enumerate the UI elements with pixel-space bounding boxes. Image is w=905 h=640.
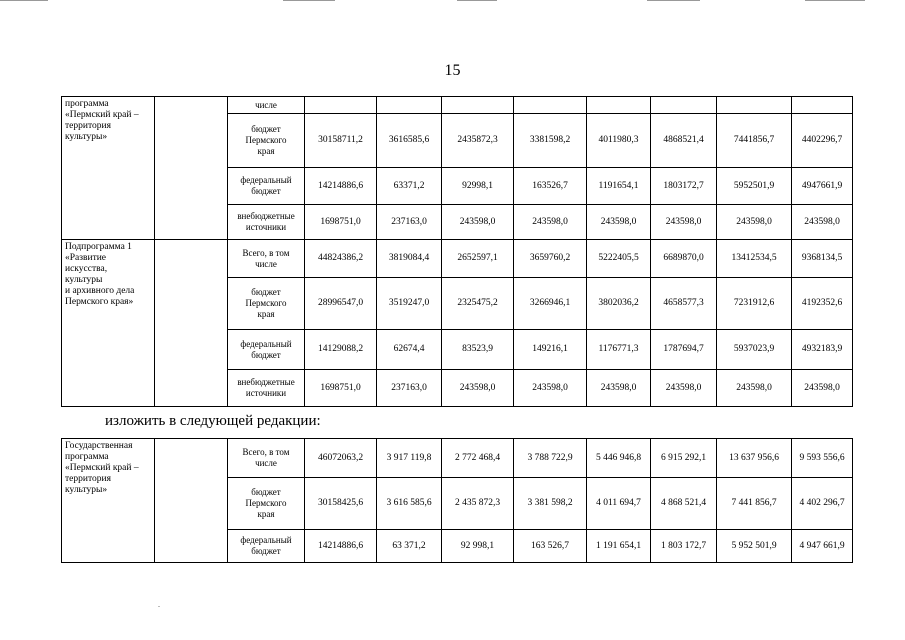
value-cell: 3266946,1: [514, 278, 587, 330]
value-cell: 237163,0: [377, 370, 442, 407]
value-cell: 4947661,9: [792, 168, 853, 205]
value-cell: 243598,0: [717, 370, 792, 407]
value-cell: 63 371,2: [377, 530, 442, 563]
budget-table-old: [61, 96, 853, 407]
scan-speck: [158, 606, 160, 607]
value-cell: [587, 97, 651, 114]
value-cell: [514, 97, 587, 114]
value-cell: [305, 97, 377, 114]
value-cell: 243598,0: [792, 205, 853, 240]
value-cell: 1787694,7: [651, 330, 717, 370]
value-cell: 14214886,6: [305, 168, 377, 205]
amendment-statement: изложить в следующей редакции:: [105, 413, 321, 429]
funding-source-cell: бюджет Пермского края: [228, 478, 305, 530]
value-cell: 46072063,2: [305, 439, 377, 478]
value-cell: 4192352,6: [792, 278, 853, 330]
budget-table-new: [61, 438, 853, 563]
value-cell: 243598,0: [442, 370, 514, 407]
blank-cell: [155, 439, 228, 563]
funding-source-cell: числе: [228, 97, 305, 114]
value-cell: 243598,0: [442, 205, 514, 240]
funding-source-cell: федеральный бюджет: [228, 530, 305, 563]
table-row: [62, 97, 853, 114]
top-rule: [805, 0, 865, 1]
value-cell: 3659760,2: [514, 240, 587, 278]
value-cell: 3381598,2: [514, 114, 587, 168]
page-number: 15: [444, 62, 461, 79]
value-cell: 4 402 296,7: [792, 478, 853, 530]
value-cell: [717, 97, 792, 114]
value-cell: 163526,7: [514, 168, 587, 205]
value-cell: 14129088,2: [305, 330, 377, 370]
value-cell: 5937023,9: [717, 330, 792, 370]
value-cell: 149216,1: [514, 330, 587, 370]
value-cell: 243598,0: [717, 205, 792, 240]
value-cell: 3802036,2: [587, 278, 651, 330]
value-cell: 4 947 661,9: [792, 530, 853, 563]
value-cell: 243598,0: [587, 205, 651, 240]
top-rule: [647, 0, 700, 1]
value-cell: 1 191 654,1: [587, 530, 651, 563]
value-cell: 2 435 872,3: [442, 478, 514, 530]
value-cell: 4402296,7: [792, 114, 853, 168]
top-rule: [283, 0, 335, 1]
funding-source-cell: бюджет Пермского края: [228, 278, 305, 330]
value-cell: 83523,9: [442, 330, 514, 370]
value-cell: 4868521,4: [651, 114, 717, 168]
value-cell: 6689870,0: [651, 240, 717, 278]
value-cell: 1191654,1: [587, 168, 651, 205]
funding-source-cell: бюджет Пермского края: [228, 114, 305, 168]
blank-cell: [155, 240, 228, 407]
value-cell: 63371,2: [377, 168, 442, 205]
value-cell: 243598,0: [514, 205, 587, 240]
funding-source-cell: внебюджетные источники: [228, 205, 305, 240]
value-cell: 243598,0: [792, 370, 853, 407]
value-cell: 5222405,5: [587, 240, 651, 278]
value-cell: 243598,0: [651, 370, 717, 407]
value-cell: 1698751,0: [305, 370, 377, 407]
value-cell: 4658577,3: [651, 278, 717, 330]
program-name-cell: Государственная программа «Пермский край – территория культуры»: [62, 439, 155, 563]
value-cell: 2 772 468,4: [442, 439, 514, 478]
top-rule: [0, 0, 48, 1]
top-rule: [457, 0, 497, 1]
value-cell: 9 593 556,6: [792, 439, 853, 478]
value-cell: 4932183,9: [792, 330, 853, 370]
value-cell: 13 637 956,6: [717, 439, 792, 478]
funding-source-cell: федеральный бюджет: [228, 168, 305, 205]
funding-source-cell: Всего, в том числе: [228, 240, 305, 278]
value-cell: 237163,0: [377, 205, 442, 240]
funding-source-cell: Всего, в том числе: [228, 439, 305, 478]
value-cell: 3 381 598,2: [514, 478, 587, 530]
value-cell: 1176771,3: [587, 330, 651, 370]
value-cell: [651, 97, 717, 114]
funding-source-cell: федеральный бюджет: [228, 330, 305, 370]
value-cell: 7441856,7: [717, 114, 792, 168]
value-cell: 5 446 946,8: [587, 439, 651, 478]
value-cell: 1 803 172,7: [651, 530, 717, 563]
value-cell: 243598,0: [514, 370, 587, 407]
value-cell: 30158711,2: [305, 114, 377, 168]
value-cell: 4 011 694,7: [587, 478, 651, 530]
program-name-cell: Подпрограмма 1 «Развитие искусства, культуры и архивного дела Пермского края»: [62, 240, 155, 407]
value-cell: 4 868 521,4: [651, 478, 717, 530]
value-cell: 2652597,1: [442, 240, 514, 278]
program-name-cell: программа «Пермский край – территория культуры»: [62, 97, 155, 240]
value-cell: 4011980,3: [587, 114, 651, 168]
value-cell: 92998,1: [442, 168, 514, 205]
table-row: [62, 439, 853, 478]
table-row: [62, 240, 853, 278]
value-cell: 1803172,7: [651, 168, 717, 205]
value-cell: 44824386,2: [305, 240, 377, 278]
value-cell: 7 441 856,7: [717, 478, 792, 530]
value-cell: 163 526,7: [514, 530, 587, 563]
value-cell: 92 998,1: [442, 530, 514, 563]
value-cell: [792, 97, 853, 114]
value-cell: 3 788 722,9: [514, 439, 587, 478]
value-cell: 62674,4: [377, 330, 442, 370]
value-cell: 1698751,0: [305, 205, 377, 240]
value-cell: 14214886,6: [305, 530, 377, 563]
value-cell: 3519247,0: [377, 278, 442, 330]
value-cell: 3 917 119,8: [377, 439, 442, 478]
value-cell: 5952501,9: [717, 168, 792, 205]
value-cell: 9368134,5: [792, 240, 853, 278]
value-cell: 243598,0: [587, 370, 651, 407]
value-cell: 2325475,2: [442, 278, 514, 330]
value-cell: 6 915 292,1: [651, 439, 717, 478]
value-cell: [377, 97, 442, 114]
value-cell: 243598,0: [651, 205, 717, 240]
funding-source-cell: внебюджетные источники: [228, 370, 305, 407]
value-cell: [442, 97, 514, 114]
value-cell: 7231912,6: [717, 278, 792, 330]
value-cell: 13412534,5: [717, 240, 792, 278]
value-cell: 3819084,4: [377, 240, 442, 278]
value-cell: 3616585,6: [377, 114, 442, 168]
value-cell: 3 616 585,6: [377, 478, 442, 530]
value-cell: 2435872,3: [442, 114, 514, 168]
blank-cell: [155, 97, 228, 240]
value-cell: 5 952 501,9: [717, 530, 792, 563]
value-cell: 30158425,6: [305, 478, 377, 530]
value-cell: 28996547,0: [305, 278, 377, 330]
